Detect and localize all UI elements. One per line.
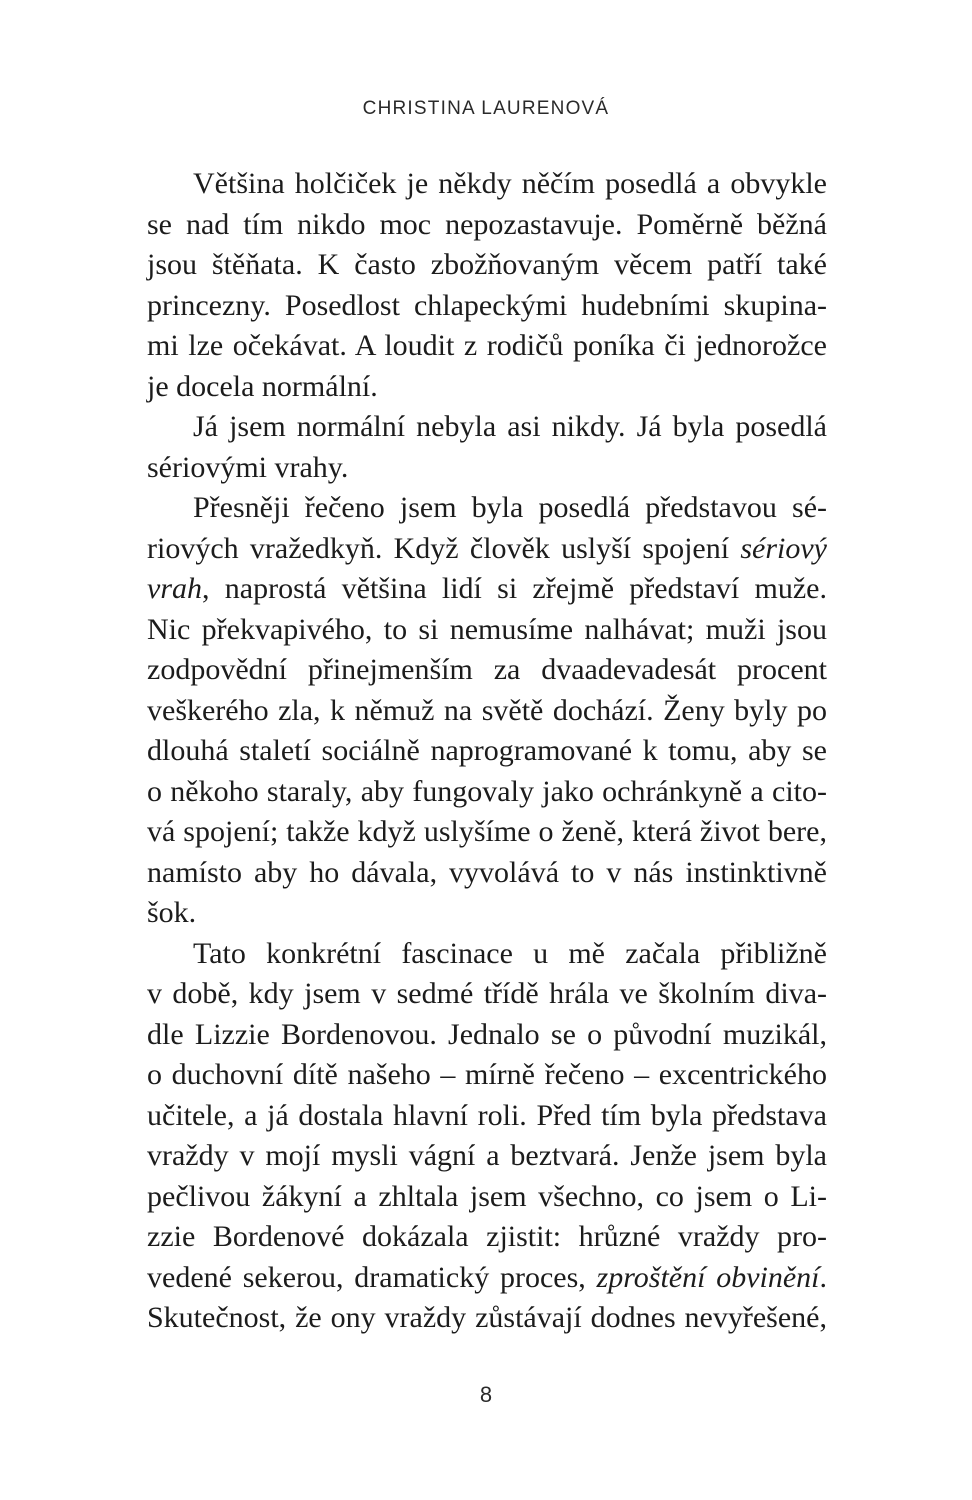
text-line: učitele, a já dostala hlavní roli. Před tím byla představa: [147, 1098, 827, 1132]
page-number: 8: [479, 1382, 493, 1407]
text-segment: vedené sekerou, dramatický proces,: [147, 1260, 597, 1294]
text-line: Nic překvapivého, to si nemusíme nalhávat; muži jsou: [147, 612, 827, 646]
text-line: o někoho staraly, aby fungovaly jako ochránkyně a cito-: [147, 774, 827, 808]
text-line: dle Lizzie Bordenovou. Jednalo se o původní muzikál,: [147, 1017, 827, 1051]
text-line: se nad tím nikdo moc nepozastavuje. Poměrně běžná: [147, 207, 827, 241]
text-line: Já jsem normální nebyla asi nikdy. Já byla posedlá: [193, 410, 827, 443]
body-text: [147, 164, 827, 1339]
text-line: princezny. Posedlost chlapeckými hudebními skupina-: [147, 288, 827, 322]
text-line: [147, 569, 827, 610]
text-line: je docela normální.: [147, 369, 378, 403]
text-line: Přesněji řečeno jsem byla posedlá představou sé-: [193, 491, 827, 524]
text-line: veškerého zla, k němuž na světě dochází. Ženy byly po: [147, 693, 827, 727]
text-line: dlouhá staletí sociálně naprogramované k tomu, aby se: [147, 734, 827, 767]
text-line: sériovými vrahy.: [147, 450, 349, 484]
text-segment: riových vražedkyň. Když člověk uslyší spojení: [147, 531, 741, 565]
text-segment: , naprostá většina lidí si zřejmě představí muže.: [202, 572, 827, 605]
text-line: vraždy v mojí mysli vágní a beztvará. Jenže jsem byla: [147, 1139, 827, 1172]
italic-segment: sériový: [740, 531, 827, 565]
text-line: vá spojení; takže když uslyšíme o ženě, která život bere,: [147, 815, 827, 848]
text-line: zzie Bordenové dokázala zjistit: hrůzné vraždy pro-: [147, 1220, 827, 1253]
text-line: [147, 529, 827, 570]
text-line: namísto aby ho dávala, vyvolává to v nás instinktivně: [147, 855, 827, 889]
italic-segment: zproštění obvinění: [596, 1260, 820, 1294]
italic-segment: vrah: [147, 572, 202, 605]
text-line: Skutečnost, že ony vraždy zůstávají dodnes nevyřešené,: [147, 1301, 827, 1334]
text-line: Většina holčiček je někdy něčím posedlá a obvykle: [193, 167, 827, 200]
text-line: o duchovní dítě našeho – mírně řečeno – excentrického: [147, 1058, 827, 1091]
text-line: mi lze očekávat. A loudit z rodičů poníka či jednorožce: [147, 329, 827, 362]
text-line: šok.: [147, 896, 197, 929]
text-line: [147, 1258, 827, 1299]
text-segment: .: [819, 1260, 827, 1294]
text-line: Tato konkrétní fascinace u mě začala přibližně: [193, 936, 827, 970]
text-line: v době, kdy jsem v sedmé třídě hrála ve školním diva-: [147, 977, 827, 1010]
text-line: zodpovědní přinejmenším za dvaadevadesát procent: [147, 653, 827, 686]
running-head: CHRISTINA LAURENOVÁ: [362, 98, 610, 119]
text-line: jsou štěňata. K často zbožňovaným věcem patří také: [147, 248, 827, 281]
text-line: pečlivou žákyní a zhltala jsem všechno, co jsem o Li-: [147, 1179, 827, 1213]
